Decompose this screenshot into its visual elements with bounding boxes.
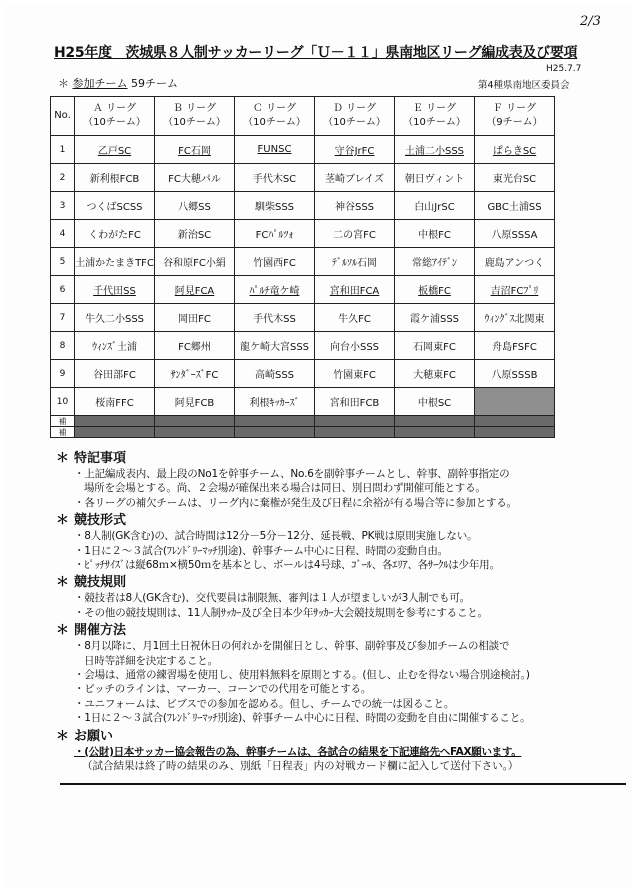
notes-sections: [56, 448, 616, 774]
team-cell: 中根SC: [395, 388, 475, 416]
row-number: 1: [51, 136, 75, 164]
team-cell: 桜南FFC: [75, 388, 155, 416]
league-header: [75, 97, 155, 136]
section-line: ・1日に２～３試合(ﾌﾚﾝﾄﾞﾘｰﾏｯﾁ別途)、幹事チーム中心に日程、時間の変動自由。: [74, 544, 448, 557]
league-count: （10チーム）: [403, 117, 466, 128]
participant-count: [58, 75, 178, 91]
row-number: 7: [51, 304, 75, 332]
section-bullet: ＊: [56, 513, 70, 529]
league-table-body: [51, 136, 555, 438]
league-name: Ａ リーグ: [92, 103, 137, 114]
team-cell: 新利根FCB: [75, 164, 155, 192]
league-count: （9チーム）: [486, 117, 543, 128]
section-line: ・その他の競技規則は、11人制ｻｯｶｰ及び全日本少年ｻｯｶｰ大会競技規則を参考にすること。: [74, 606, 488, 619]
section-line: ・ﾋﾟｯﾁｻｲｽﾞは縦68ｍ×横50ｍを基本とし、ボールは4号球、ｺﾞｰﾙ、各ｴﾘｱ、各ｻｰｸﾙは少年用。: [74, 559, 500, 572]
league-name: Ｃ リーグ: [252, 103, 297, 114]
substitute-cell: [475, 427, 555, 438]
team-cell: ﾊﾟﾙﾁ竜ケ崎: [235, 276, 315, 304]
team-cell: 大穂東FC: [395, 360, 475, 388]
league-count: （10チーム）: [83, 117, 146, 128]
team-cell: 守谷JrFC: [315, 136, 395, 164]
section-heading: [56, 450, 616, 467]
participant-label: 参加チーム: [72, 77, 128, 90]
team-cell: FC郷州: [155, 332, 235, 360]
section-heading: [56, 512, 616, 529]
document-date: H25.7.7: [546, 64, 582, 74]
league-table: [50, 96, 555, 438]
committee-name: 第4種県南地区委員会: [478, 80, 570, 91]
team-cell: 土浦二小SSS: [395, 136, 475, 164]
team-cell: 手代木SC: [235, 164, 315, 192]
section-line: （試合結果は終了時の結果のみ、別紙「日程表」内の対戦カード欄に記入して送付下さい。）: [82, 760, 519, 773]
section-title: 競技形式: [74, 513, 127, 529]
substitute-cell: [75, 427, 155, 438]
section-title: 開催方法: [74, 623, 127, 639]
section-line: ・1日に２～３試合(ﾌﾚﾝﾄﾞﾘｰﾏｯﾁ別途)、幹事チーム中心に日程、時間の変動を自由に開催すること。: [74, 712, 531, 725]
league-header: [395, 97, 475, 136]
participant-bullet: ＊: [58, 77, 69, 90]
team-cell: GBC土浦SS: [475, 192, 555, 220]
substitute-cell: [395, 416, 475, 427]
team-cell: 谷田部FC: [75, 360, 155, 388]
document-page: [6, 4, 632, 888]
league-name: Ｂ リーグ: [172, 103, 217, 114]
section-line: ・ユニフォームは、ビブスでの参加を認める。但し、チームでの統一は図ること。: [74, 697, 455, 710]
substitute-cell: [315, 416, 395, 427]
team-cell: 吉沼FCﾌﾟﾘ: [475, 276, 555, 304]
league-header: [155, 97, 235, 136]
section-title: 特記事項: [74, 451, 127, 466]
table-row: [51, 136, 555, 164]
section-title: お願い: [74, 728, 114, 744]
team-cell: 岡田FC: [155, 304, 235, 332]
row-number: 4: [51, 220, 75, 248]
league-header: [475, 97, 555, 136]
substitute-label: 補: [51, 427, 75, 438]
table-row: [51, 332, 555, 360]
section-bullet: ＊: [56, 451, 70, 466]
team-cell: 八郷SS: [155, 192, 235, 220]
table-row: [51, 276, 555, 304]
team-cell: FC大穂パル: [155, 164, 235, 192]
team-cell: 利根ｷｯｶｰｽﾞ: [235, 388, 315, 416]
team-cell: 阿見FCB: [155, 388, 235, 416]
team-cell: つくばSCSS: [75, 192, 155, 220]
team-cell: 高崎SSS: [235, 360, 315, 388]
section-title: 競技規則: [74, 575, 127, 591]
team-cell: 宮和田FCB: [315, 388, 395, 416]
row-number: 5: [51, 248, 75, 276]
row-number: 8: [51, 332, 75, 360]
team-cell: FC石岡: [155, 136, 235, 164]
table-row: [51, 192, 555, 220]
substitute-cell: [155, 427, 235, 438]
league-count: （10チーム）: [323, 117, 386, 128]
team-cell: 新治SC: [155, 220, 235, 248]
substitute-label: 補: [51, 416, 75, 427]
team-cell: 宮和田FCA: [315, 276, 395, 304]
team-cell: 牛久FC: [315, 304, 395, 332]
substitute-cell: [155, 416, 235, 427]
team-cell: 八原SSSA: [475, 220, 555, 248]
team-cell: 土浦かたまきTFC: [75, 248, 155, 276]
table-row: [51, 248, 555, 276]
substitute-row: [51, 427, 555, 438]
substitute-cell: [315, 427, 395, 438]
table-row: [51, 304, 555, 332]
section-heading: [56, 574, 616, 591]
team-cell: 舟島FSFC: [475, 332, 555, 360]
substitute-cell: [75, 416, 155, 427]
team-cell: 阿見FCA: [155, 276, 235, 304]
team-cell: ｳｨﾝｽﾞ土浦: [75, 332, 155, 360]
page-number: 2/3: [580, 14, 601, 29]
substitute-row: [51, 416, 555, 427]
team-cell: 牛久二小SSS: [75, 304, 155, 332]
team-cell: ｳｨﾝｸﾞｽ北関東: [475, 304, 555, 332]
section-line: ・競技者は8人(GK含む)、交代要員は制限無、審判は１人が望ましいが3人制でも可。: [74, 592, 470, 605]
team-cell: 東光台SC: [475, 164, 555, 192]
table-row: [51, 388, 555, 416]
handwritten-underline: [60, 783, 626, 785]
team-cell: FCﾊﾟﾙﾂｫ: [235, 220, 315, 248]
section-line: ・上記編成表内、最上段のNo1を幹事チーム、No.6を副幹事チームとし、幹事、副幹事指定の: [74, 468, 510, 480]
row-number: 3: [51, 192, 75, 220]
row-number: 2: [51, 164, 75, 192]
team-cell: 向台小SSS: [315, 332, 395, 360]
team-cell: FUNSC: [235, 136, 315, 164]
participant-number: 59チーム: [131, 77, 178, 90]
league-name: Ｆ リーグ: [492, 103, 537, 114]
team-cell: 茎崎ブレイズ: [315, 164, 395, 192]
section-line: ・(公財)日本サッカー協会報告の為、幹事チームは、各試合の結果を下記連絡先へFAX願います。: [74, 745, 522, 758]
table-row: [51, 164, 555, 192]
table-row: [51, 220, 555, 248]
team-cell: 石岡東FC: [395, 332, 475, 360]
team-cell: 板橋FC: [395, 276, 475, 304]
league-header: [235, 97, 315, 136]
substitute-cell: [475, 416, 555, 427]
team-cell: 谷和原FC小絹: [155, 248, 235, 276]
team-cell: 中根FC: [395, 220, 475, 248]
team-cell: ぱらきSC: [475, 136, 555, 164]
document-title: H25年度 茨城県８人制サッカーリーグ「Ｕ－１１」県南地区リーグ編成表及び要項: [54, 45, 578, 61]
team-cell: 常総ｱｲﾃﾞﾝ: [395, 248, 475, 276]
section-bullet: ＊: [56, 575, 70, 591]
team-cell: 竹園東FC: [315, 360, 395, 388]
team-cell: [475, 388, 555, 416]
team-cell: 白山JrSC: [395, 192, 475, 220]
row-number: 10: [51, 388, 75, 416]
row-number: 6: [51, 276, 75, 304]
team-cell: 鹿島アンつく: [475, 248, 555, 276]
league-header: [315, 97, 395, 136]
section-line: ・各リーグの補欠チームは、リーグ内に棄権が発生及び日程に余裕が有る場合等に参加とする。: [74, 496, 517, 509]
team-cell: ﾃﾞﾙｿﾙ石岡: [315, 248, 395, 276]
team-cell: 竹園西FC: [235, 248, 315, 276]
section-line: ・8月以降に、月1回土日祝休日の何れかを開催日とし、幹事、副幹事及び参加チームの相談で: [74, 640, 510, 653]
no-header: No.: [51, 97, 75, 136]
substitute-cell: [235, 416, 315, 427]
league-count: （10チーム）: [163, 117, 226, 128]
team-cell: 千代田SS: [75, 276, 155, 304]
team-cell: 馴柴SSS: [235, 192, 315, 220]
section-line: 場所を会場とする。尚、２会場が確保出来る場合は同日、別日問わず開催可能とする。: [84, 482, 486, 495]
team-cell: くわがたFC: [75, 220, 155, 248]
section-line: ・8人制(GK含む)の、試合時間は12分－5分－12分、延長戦、PK戦は原則実施しない。: [74, 530, 478, 543]
team-cell: 手代木SS: [235, 304, 315, 332]
section-bullet: ＊: [56, 728, 70, 744]
substitute-cell: [395, 427, 475, 438]
league-name: Ｅ リーグ: [412, 103, 457, 114]
team-cell: 龍ケ崎大宮SSS: [235, 332, 315, 360]
team-cell: ｻﾝﾀﾞｰｽﾞFC: [155, 360, 235, 388]
section-heading: [56, 622, 616, 639]
team-cell: 乙戸SC: [75, 136, 155, 164]
section-bullet: ＊: [56, 623, 70, 639]
section-line: ・ピッチのラインは、マーカー、コーンでの代用を可能とする。: [74, 683, 372, 696]
row-number: 9: [51, 360, 75, 388]
team-cell: 二の宮FC: [315, 220, 395, 248]
table-row: [51, 360, 555, 388]
section-line: 日時等詳細を決定すること。: [84, 654, 218, 667]
substitute-cell: [235, 427, 315, 438]
team-cell: 朝日ヴィント: [395, 164, 475, 192]
team-cell: 霞ケ浦SSS: [395, 304, 475, 332]
section-heading: [56, 728, 616, 745]
league-count: （10チーム）: [243, 117, 306, 128]
league-name: Ｄ リーグ: [332, 103, 377, 114]
team-cell: 神谷SSS: [315, 192, 395, 220]
section-line: ・会場は、通常の練習場を使用し、使用料無料を原則とする。(但し、止むを得ない場合別途検討。): [74, 669, 530, 682]
team-cell: 八原SSSB: [475, 360, 555, 388]
league-header-row: [51, 97, 555, 136]
